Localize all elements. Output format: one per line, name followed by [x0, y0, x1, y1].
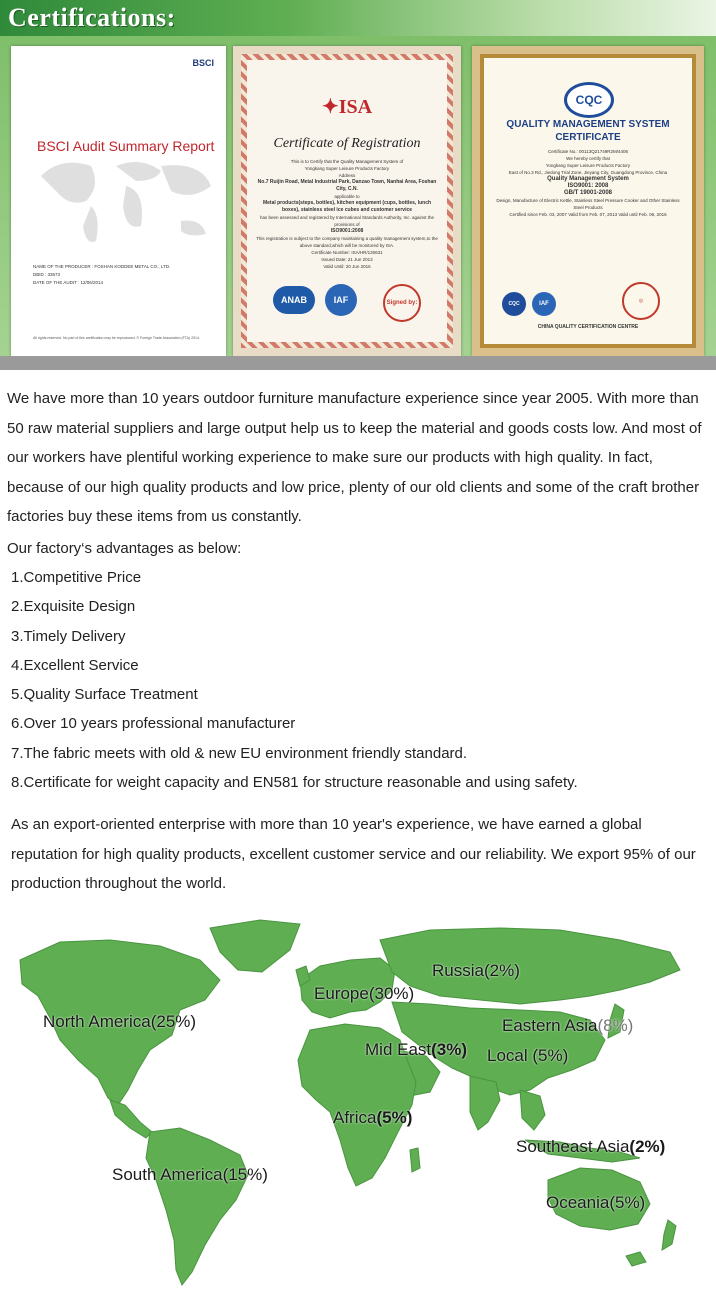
banner-title: Certifications:	[8, 3, 176, 32]
bsci-title: BSCI Audit Summary Report	[37, 138, 215, 154]
cqc-body: Certificate No.: 00113Q21749R2M/4406 We hereby certify that Yongkang Super Leisure Products Factory East of No.3 Rd., Jiedong Trial Zone, Jieyang City, Guangdong Province, China Quality Management System ISO9001: 2008 GB/T 19001-2008 Design, Manufacture of Electric Kettle, Stainless Steel Pressure Cooker and Other Stainless Steel Products Certified since Feb. 03, 2007 Valid from Feb. 07, 2013 Valid until Feb. 06, 2016	[496, 149, 680, 217]
cqc-title: QUALITY MANAGEMENT SYSTEM CERTIFICATE	[506, 119, 670, 143]
export-paragraph: As an export-oriented enterprise with more than 10 year's experience, we have earned a global reputation for high quality products, excellent customer service and our reliability. We export 95% of our production throughout the world.	[11, 816, 696, 892]
bsci-certificate	[11, 46, 226, 356]
cqc-seal-icon: CQC	[502, 292, 526, 316]
isa-title: Certificate of Registration	[273, 136, 421, 151]
certifications-banner	[0, 0, 716, 36]
star-icon: ✦	[321, 96, 339, 118]
advantage-item: 3.Timely Delivery	[11, 627, 126, 645]
cqc-certificate	[472, 46, 704, 356]
advantage-item: 5.Quality Surface Treatment	[11, 686, 198, 704]
isa-stamp: Signed by:	[383, 284, 421, 322]
advantage-item: 8.Certificate for weight capacity and EN581 for structure reasonable and using safety.	[11, 774, 578, 792]
bsci-dbid: DBID : 33673	[33, 272, 61, 277]
region-southeast-asia: Southeast Asia(2%)	[516, 1137, 666, 1156]
region-russia: Russia(2%)	[432, 961, 520, 980]
world-map-watermark-icon	[31, 146, 221, 256]
advantage-item: 2.Exquisite Design	[11, 598, 136, 616]
certificates-panel	[0, 36, 716, 370]
region-oceania: Oceania(5%)	[546, 1193, 646, 1212]
bsci-producer: NAME OF THE PRODUCER : FOSHAN KODDEE METAL CO., LTD.	[33, 264, 171, 269]
iaf-seal-icon: IAF	[325, 284, 357, 316]
iaf-seal-icon: IAF	[532, 292, 556, 316]
advantage-item: 1.Competitive Price	[11, 569, 142, 586]
isa-body: This is to Certify that the Quality Management System of Yongkang Super Leisure Products Factory Address No.7 Ruijin Road, Metal Industrial Park, Danzao Town, Nanhai Area, Foshan City, C.N. applicable to Metal products(steps, bottles), kitchen equipment (cups, bottles, lunch boxes), stainless steel ice cubes and customer service has been assessed and registered by International Standards Authority, Inc. against the provisions of ISO9001:2008 This registration is subject to the company maintaining a quality management system,to the above standard,which will be monitored by ISA. Certificate Number: ISA/HR/130631 Issued Date: 21 Jun 2013 Valid Until: 20 Jun 2016	[256, 159, 438, 269]
anab-seal-icon: ANAB	[273, 286, 315, 314]
advantages-heading: Our factory‘s advantages as below:	[7, 540, 242, 557]
advantage-item: 6.Over 10 years professional manufacturer	[11, 715, 296, 733]
certificates-base-strip	[0, 356, 716, 370]
advantages-list	[7, 563, 709, 797]
region-mid-east: Mid East(3%)	[365, 1040, 468, 1059]
advantage-item: 7.The fabric meets with old & new EU environment friendly standard.	[11, 744, 468, 762]
bsci-meta	[33, 263, 170, 287]
bsci-logo: BSCI	[192, 58, 214, 68]
region-africa: Africa(5%)	[333, 1108, 413, 1127]
advantage-item: 4.Excellent Service	[11, 656, 139, 674]
region-eastern-asia: Eastern Asia(8%)	[502, 1016, 634, 1035]
bsci-footer: All rights reserved. No part of this certification may be reproduced. © Foreign Trade Association (FTA) 2014.	[33, 336, 200, 340]
region-south-america: South America(15%)	[112, 1165, 268, 1184]
bsci-date: DATE OF THE AUDIT : 12/06/2014	[33, 280, 104, 285]
isa-certificate	[233, 46, 461, 356]
cqc-stamp-icon: ◎	[622, 282, 660, 320]
isa-logo: ✦ISA	[321, 96, 373, 118]
intro-paragraph: We have more than 10 years outdoor furniture manufacture experience since year 2005. With more than 50 raw material suppliers and large output help us to keep the material and goods costs low. And most of our workers have plentiful working experience to make sure our products with high quality. In fact, because of our high quality products and low price, plenty of our old clients and some of the craft brother factories buy these items from us constantly.	[7, 390, 702, 525]
world-map-icon	[0, 900, 716, 1296]
region-north-america: North America(25%)	[43, 1012, 197, 1031]
region-local: Local (5%)	[487, 1046, 569, 1065]
region-europe: Europe(30%)	[314, 984, 415, 1003]
cqc-centre: CHINA QUALITY CERTIFICATION CENTRE	[537, 324, 639, 330]
world-export-map	[0, 900, 716, 1296]
cqc-logo: CQC	[564, 82, 614, 118]
